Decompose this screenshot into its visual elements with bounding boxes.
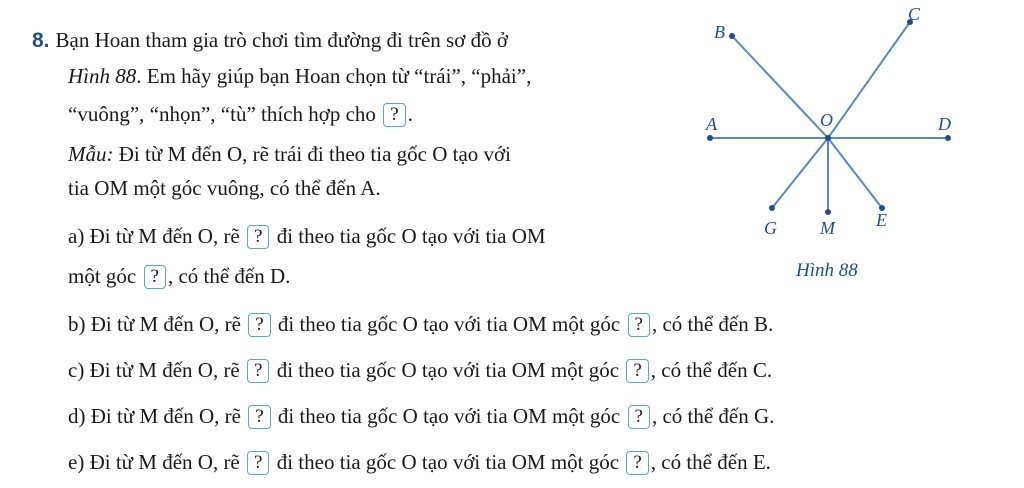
problem-line-1 [32, 26, 508, 55]
example-line-1 [68, 140, 511, 168]
item-e: e) Đi từ M đến O, rẽ ? đi theo tia gốc O tạo với tia OM một góc ? , có thể đến E. [68, 450, 771, 474]
problem-intro-1: Bạn Hoan tham gia trò chơi tìm đường đi trên sơ đồ ở [55, 28, 508, 52]
item-a-line-1: a) Đi từ M đến O, rẽ ? đi theo tia gốc O tạo với tia OM [68, 224, 546, 248]
problem-line-2 [68, 62, 531, 90]
label-B: B [714, 22, 725, 42]
example-line-2 [68, 174, 381, 202]
problem-intro-2: . Em hãy giúp bạn Hoan chọn từ “trái”, “phải”, [136, 64, 532, 88]
point-D [945, 135, 951, 141]
problem-number: 8. [32, 29, 50, 52]
answer-box-b-angle[interactable]: ? [628, 313, 650, 337]
point-O [825, 135, 831, 141]
figure-reference: Hình 88 [68, 64, 137, 88]
label-O: O [820, 110, 833, 130]
label-C: C [908, 4, 921, 24]
item-b: b) Đi từ M đến O, rẽ ? đi theo tia gốc O tạo với tia OM một góc ? , có thể đến B. [68, 312, 774, 336]
item-a-line-2: một góc ? , có thể đến D. [68, 264, 291, 288]
ray-OC [828, 22, 910, 138]
example-label: Mẫu: [68, 142, 114, 166]
answer-box-c-direction[interactable]: ? [247, 359, 269, 383]
point-G [769, 205, 775, 211]
label-E: E [876, 210, 887, 230]
answer-box-d-angle[interactable]: ? [628, 405, 650, 429]
example-text-1: Đi từ M đến O, rẽ trái đi theo tia gốc O tạo với [113, 142, 511, 166]
ray-OE [828, 138, 882, 208]
label-A: A [706, 114, 717, 134]
answer-box-d-direction[interactable]: ? [248, 405, 270, 429]
answer-box[interactable]: ? [383, 103, 405, 127]
item-d: d) Đi từ M đến O, rẽ ? đi theo tia gốc O tạo với tia OM một góc ? , có thể đến G. [68, 404, 775, 428]
point-M [825, 209, 831, 215]
answer-box-a-angle[interactable]: ? [144, 265, 166, 289]
answer-box-e-direction[interactable]: ? [247, 451, 269, 475]
figure-diagram [700, 0, 1000, 300]
label-G: G [764, 218, 777, 238]
label-M: M [820, 218, 835, 238]
answer-box-c-angle[interactable]: ? [626, 359, 648, 383]
answer-box-a-direction[interactable]: ? [247, 225, 269, 249]
item-c: c) Đi từ M đến O, rẽ ? đi theo tia gốc O tạo với tia OM một góc ? , có thể đến C. [68, 358, 773, 382]
point-B [729, 33, 735, 39]
example-text-2: tia OM một góc vuông, có thể đến A. [68, 176, 381, 200]
point-A [707, 135, 713, 141]
label-D: D [938, 114, 951, 134]
answer-box-e-angle[interactable]: ? [626, 451, 648, 475]
problem-intro-3: “vuông”, “nhọn”, “tù” thích hợp cho [68, 102, 376, 126]
ray-OG [772, 138, 828, 208]
figure-caption: Hình 88 [796, 260, 858, 281]
problem-line-3: “vuông”, “nhọn”, “tù” thích hợp cho ? . [68, 102, 413, 126]
answer-box-b-direction[interactable]: ? [248, 313, 270, 337]
ray-OB [732, 36, 828, 138]
